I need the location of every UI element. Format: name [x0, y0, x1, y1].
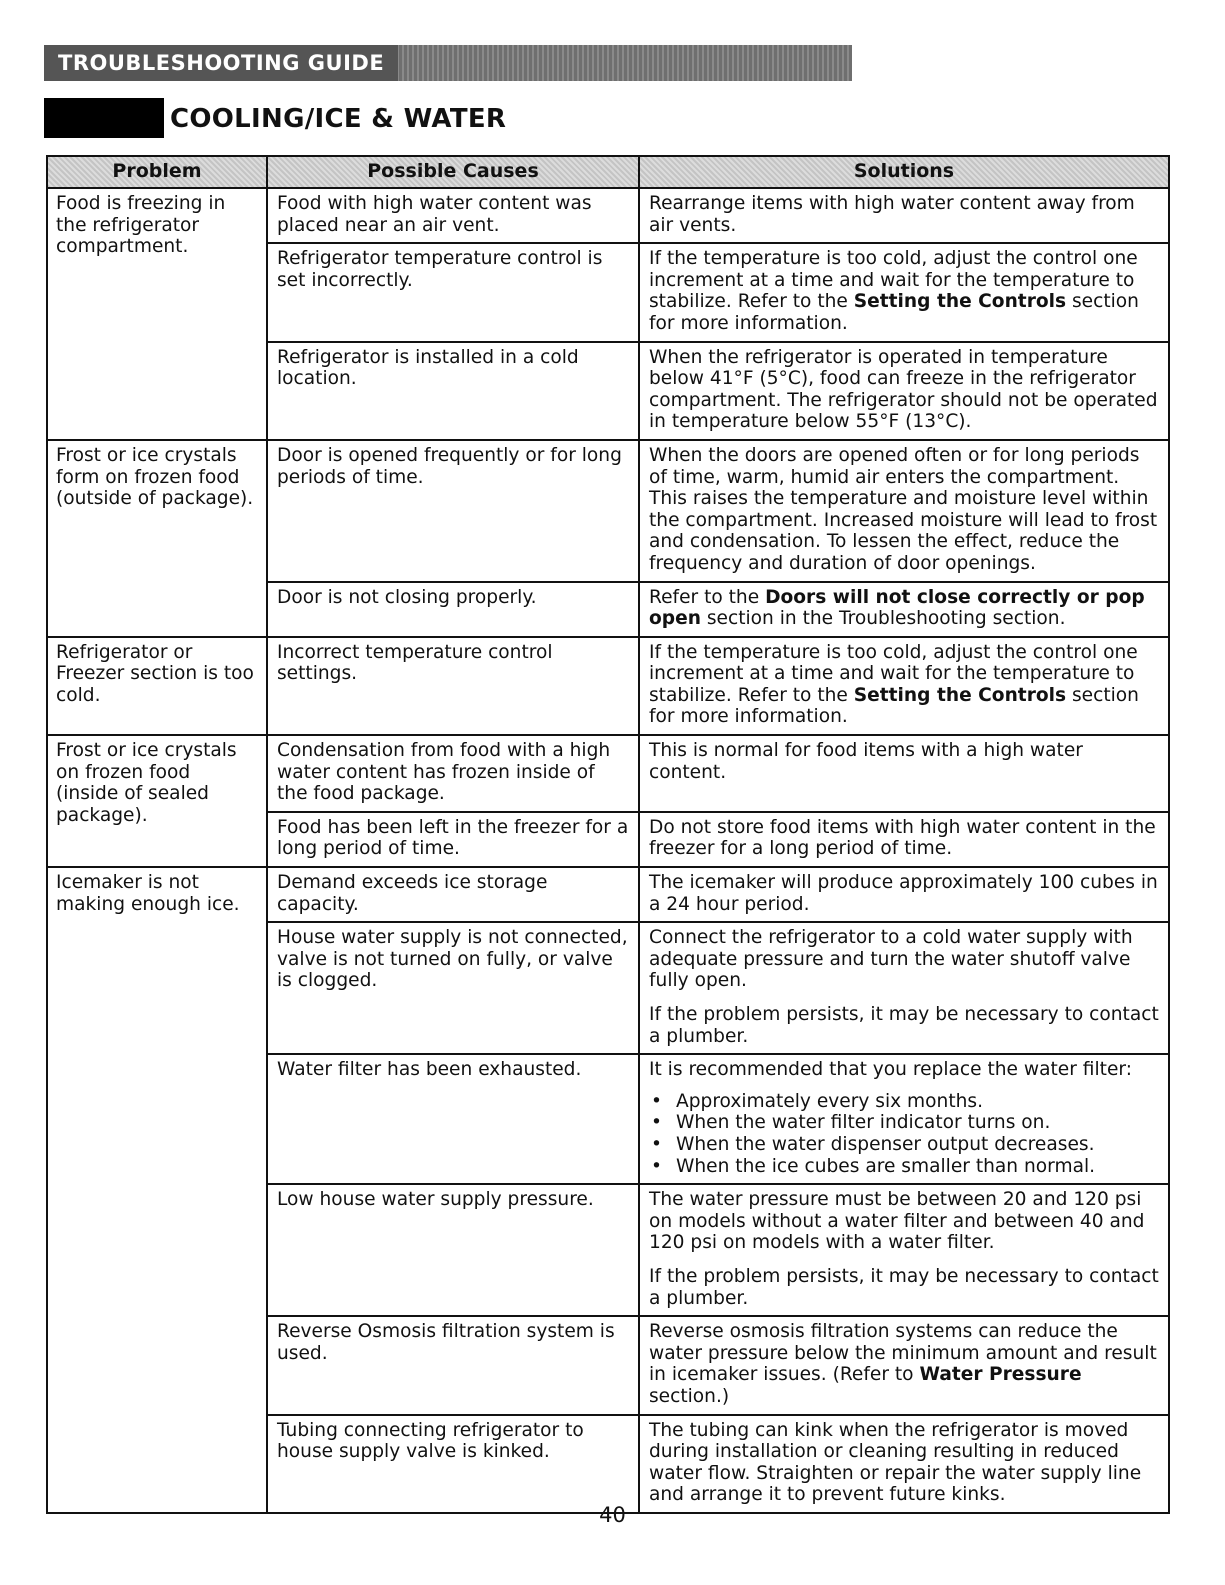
table-row [47, 440, 1169, 582]
cause-cell: Food has been left in the freezer for a long period of time. [267, 812, 639, 867]
solution-text [649, 587, 1160, 630]
solution-cell [639, 637, 1169, 735]
problem-cell: Refrigerator or Freezer section is too cold. [47, 637, 267, 735]
solution-cell [639, 342, 1169, 440]
solution-cell [639, 1415, 1169, 1513]
solution-text [649, 1189, 1160, 1254]
guide-title: TROUBLESHOOTING GUIDE [44, 45, 398, 81]
problem-cell: Food is freezing in the refrigerator compartment. [47, 188, 267, 440]
solution-text [649, 193, 1160, 236]
solution-cell [639, 735, 1169, 812]
column-header-possible-causes: Possible Causes [267, 156, 639, 188]
table-row [47, 637, 1169, 735]
cause-cell: Condensation from food with a high water content has frozen inside of the food package. [267, 735, 639, 812]
section-reference: Setting the Controls [853, 684, 1067, 706]
solution-text [649, 347, 1160, 433]
solution-segment: The tubing can kink when the refrigerator is moved during installation or cleaning resulting in reduced water flow. Straighten or repair the water supply line and arrange it to prevent future kinks. [649, 1419, 1142, 1506]
solution-cell [639, 440, 1169, 582]
page-number: 40 [599, 1503, 626, 1527]
solution-extra-text: If the problem persists, it may be necessary to contact a plumber. [649, 1004, 1159, 1047]
solution-segment: Rearrange items with high water content away from air vents. [649, 193, 1135, 236]
problem-cell: Icemaker is not making enough ice. [47, 867, 267, 1513]
list-item: • When the water filter indicator turns on. [649, 1112, 1160, 1134]
solution-text [649, 445, 1160, 575]
cause-cell: Food with high water content was placed near an air vent. [267, 188, 639, 243]
section-reference: Doors will not close correctly or pop open [649, 586, 1145, 630]
solution-segment: section for more information. [649, 684, 1139, 728]
solution-segment: When the doors are opened often or for long periods of time, warm, humid air enters the compartment. This raises the temperature and moisture level within the compartment. Increased moisture will lead to frost and condensation. To lessen the effect, reduce the frequency and duration of door openings. [649, 444, 1158, 574]
solution-segment: Do not store food items with high water content in the freezer for a long period of time. [649, 816, 1156, 860]
solution-cell [639, 188, 1169, 243]
solution-cell [639, 1184, 1169, 1316]
cause-cell: Refrigerator temperature control is set incorrectly. [267, 243, 639, 341]
solution-segment: section in the Troubleshooting section. [700, 608, 1066, 630]
cause-cell: Low house water supply pressure. [267, 1184, 639, 1316]
solution-segment: Reverse osmosis filtration systems can reduce the water pressure below the minimum amount and result in icemaker issues. (Refer to [649, 1321, 1157, 1386]
cause-cell: Tubing connecting refrigerator to house supply valve is kinked. [267, 1415, 639, 1513]
solution-segment: section for more information. [649, 291, 1139, 334]
column-header-solutions: Solutions [639, 156, 1169, 188]
solution-text [649, 642, 1160, 728]
table-header-row [47, 156, 1169, 188]
solution-bullet-list [649, 1091, 1160, 1177]
solution-cell [639, 243, 1169, 341]
list-item: • When the water dispenser output decreases. [649, 1134, 1160, 1156]
problem-cell: Frost or ice crystals form on frozen food (outside of package). [47, 440, 267, 637]
solution-segment: Refer to the [649, 586, 766, 608]
section-marker-block [44, 98, 164, 138]
cause-cell: House water supply is not connected, valve is not turned on fully, or valve is clogged. [267, 922, 639, 1054]
solution-cell [639, 867, 1169, 922]
solution-text [649, 872, 1160, 915]
solution-text [649, 927, 1160, 992]
cause-cell: Demand exceeds ice storage capacity. [267, 867, 639, 922]
solution-text [649, 1059, 1160, 1081]
solution-segment: section.) [649, 1385, 730, 1407]
solution-extra-text: If the problem persists, it may be necessary to contact a plumber. [649, 1265, 1159, 1309]
solution-cell [639, 1316, 1169, 1414]
solution-text [649, 1420, 1160, 1506]
solution-segment: This is normal for food items with a high water content. [649, 740, 1083, 783]
section-title: COOLING/ICE & WATER [170, 104, 507, 134]
list-item: • Approximately every six months. [649, 1091, 1160, 1113]
problem-cell: Frost or ice crystals on frozen food (inside of sealed package). [47, 735, 267, 867]
solution-segment: Connect the refrigerator to a cold water supply with adequate pressure and turn the water shutoff valve fully open. [649, 927, 1133, 992]
solution-segment: The icemaker will produce approximately 100 cubes in a 24 hour period. [649, 872, 1158, 915]
solution-segment: If the temperature is too cold, adjust the control one increment at a time and wait for the temperature to stabilize. Refer to the [649, 248, 1138, 313]
solution-cell [639, 812, 1169, 867]
list-item: • When the ice cubes are smaller than normal. [649, 1156, 1160, 1178]
solution-segment: It is recommended that you replace the water filter: [649, 1059, 1132, 1081]
solution-cell [639, 922, 1169, 1054]
cause-cell: Door is not closing properly. [267, 582, 639, 637]
solution-text [649, 740, 1160, 783]
solution-cell [639, 582, 1169, 637]
cause-cell: Door is opened frequently or for long periods of time. [267, 440, 639, 582]
table-row [47, 867, 1169, 922]
cause-cell: Refrigerator is installed in a cold location. [267, 342, 639, 440]
solution-text [649, 817, 1160, 860]
cause-cell: Water filter has been exhausted. [267, 1054, 639, 1184]
table-row [47, 188, 1169, 243]
solution-cell [639, 1054, 1169, 1184]
section-reference: Water Pressure [919, 1364, 1082, 1386]
solution-segment: If the temperature is too cold, adjust the control one increment at a time and wait for the temperature to stabilize. Refer to the [649, 641, 1138, 706]
table-row [47, 735, 1169, 812]
cause-cell: Incorrect temperature control settings. [267, 637, 639, 735]
cause-cell: Reverse Osmosis filtration system is used. [267, 1316, 639, 1414]
section-reference: Setting the Controls [853, 291, 1067, 313]
solution-text [649, 1321, 1160, 1407]
guide-banner [44, 45, 852, 81]
table-body [47, 188, 1169, 1513]
solution-segment: When the refrigerator is operated in temperature below 41°F (5°C), food can freeze in the refrigerator compartment. The refrigerator should not be operated in temperature below 55°F (13°C). [649, 346, 1158, 433]
solution-text [649, 248, 1160, 334]
troubleshooting-table [46, 155, 1170, 1514]
column-header-problem: Problem [47, 156, 267, 188]
solution-segment: The water pressure must be between 20 and 120 psi on models without a water filter and between 40 and 120 psi on models with a water filter. [649, 1189, 1145, 1254]
